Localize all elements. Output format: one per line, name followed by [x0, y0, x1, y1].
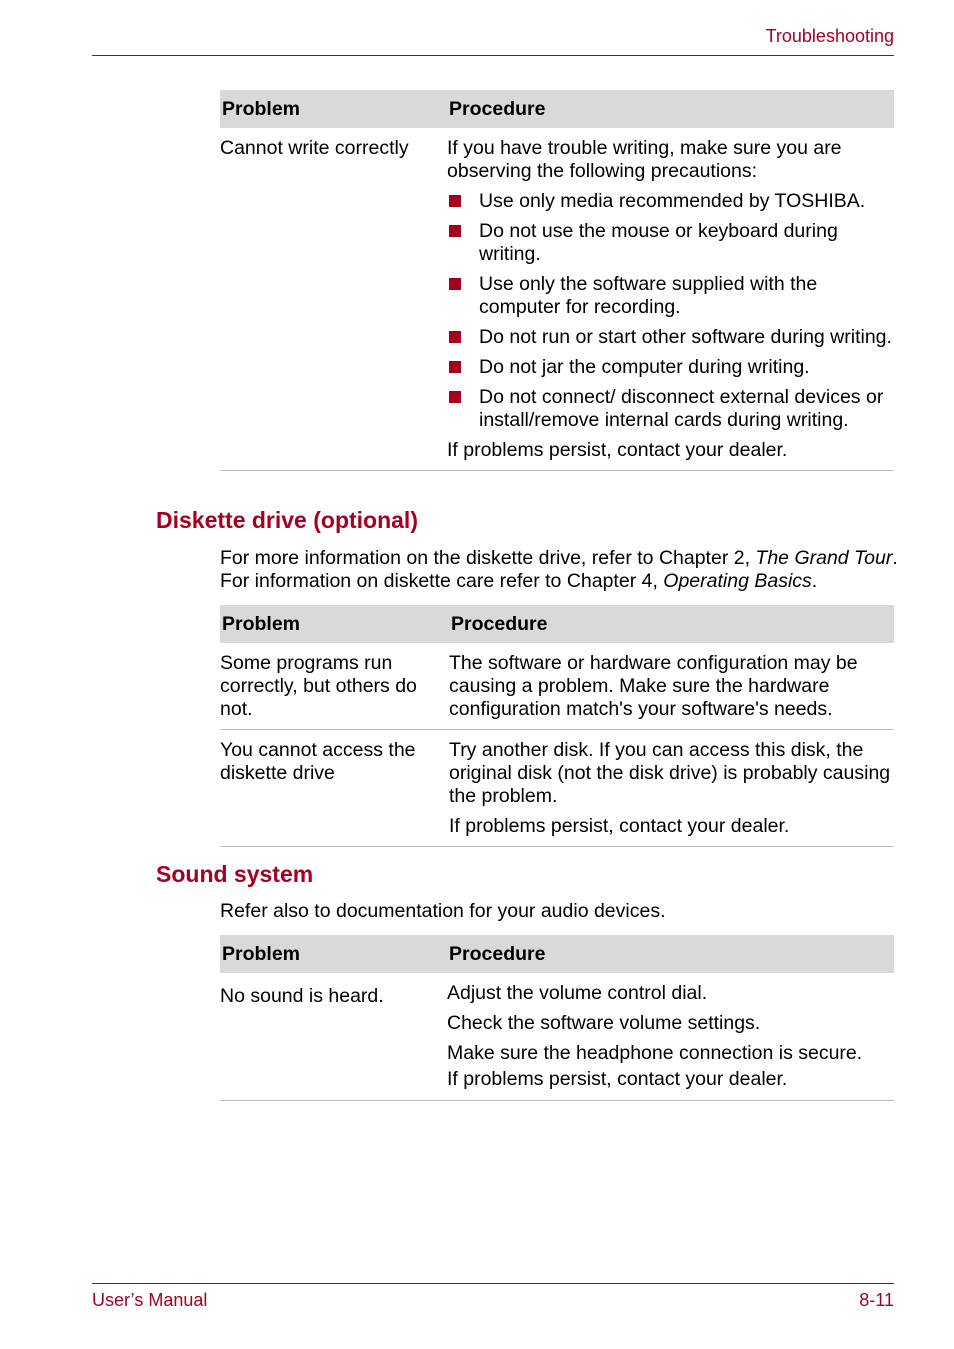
column-header-problem: Problem	[220, 935, 447, 973]
intro-text: For more information on the diskette drive, refer to Chapter 2,	[220, 547, 756, 569]
list-item: Do not connect/ disconnect external devices or install/remove internal cards during writing.	[447, 386, 894, 432]
column-header-procedure: Procedure	[447, 90, 894, 128]
diskette-table	[220, 605, 894, 847]
list-item: Use only the software supplied with the computer for recording.	[447, 273, 894, 319]
list-item: Use only media recommended by TOSHIBA.	[447, 190, 894, 213]
diskette-intro	[220, 547, 900, 593]
table-row	[220, 643, 894, 730]
sound-intro: Refer also to documentation for your audio devices.	[220, 900, 666, 922]
procedure-text: Try another disk. If you can access this disk, the original disk (not the disk drive) is probably causing the problem.	[449, 739, 891, 807]
procedure-cell	[449, 643, 894, 730]
procedure-text: Make sure the headphone connection is secure.	[447, 1042, 863, 1064]
page-number: 8-11	[859, 1290, 894, 1310]
sound-table	[220, 935, 894, 1101]
procedure-cell	[447, 973, 894, 1101]
column-header-problem: Problem	[220, 605, 449, 643]
problem-cell: No sound is heard.	[220, 973, 447, 1101]
intro-text: .	[811, 570, 818, 592]
procedure-closing: If problems persist, contact your dealer.	[447, 439, 788, 461]
writing-table	[220, 90, 894, 471]
column-header-problem: Problem	[220, 90, 447, 128]
problem-cell: Some programs run correctly, but others do not.	[220, 643, 449, 730]
procedure-text: Adjust the volume control dial.	[447, 982, 708, 1004]
list-item: Do not jar the computer during writing.	[447, 356, 894, 379]
page-header-title: Troubleshooting	[765, 26, 894, 46]
problem-cell: You cannot access the diskette drive	[220, 730, 449, 847]
footer-manual-title: User’s Manual	[92, 1290, 208, 1310]
chapter-reference: The Grand Tour	[755, 547, 893, 569]
header-rule	[92, 55, 894, 56]
list-item: Do not run or start other software during writing.	[447, 326, 894, 349]
table-row	[220, 730, 894, 847]
procedure-cell	[449, 730, 894, 847]
footer-rule	[92, 1283, 894, 1284]
procedure-text: If problems persist, contact your dealer.	[449, 815, 790, 837]
chapter-reference: Operating Basics	[663, 570, 812, 592]
table-row	[220, 128, 894, 471]
intro-text: . For information on diskette care refer to Chapter 4,	[220, 547, 898, 592]
procedure-intro: If you have trouble writing, make sure you are observing the following precautions:	[447, 137, 842, 182]
procedure-text: Check the software volume settings.	[447, 1012, 761, 1034]
column-header-procedure: Procedure	[447, 935, 894, 973]
bullet-list	[447, 190, 894, 432]
section-heading-sound: Sound system	[156, 861, 314, 887]
list-item: Do not use the mouse or keyboard during writing.	[447, 220, 894, 266]
column-header-procedure: Procedure	[449, 605, 894, 643]
table-row	[220, 973, 894, 1101]
section-heading-diskette: Diskette drive (optional)	[156, 507, 418, 533]
procedure-cell	[447, 128, 894, 471]
procedure-text: If problems persist, contact your dealer.	[447, 1068, 788, 1090]
problem-cell: Cannot write correctly	[220, 128, 447, 471]
procedure-text: The software or hardware configuration may be causing a problem. Make sure the hardware configuration match's your software's needs.	[449, 652, 858, 720]
